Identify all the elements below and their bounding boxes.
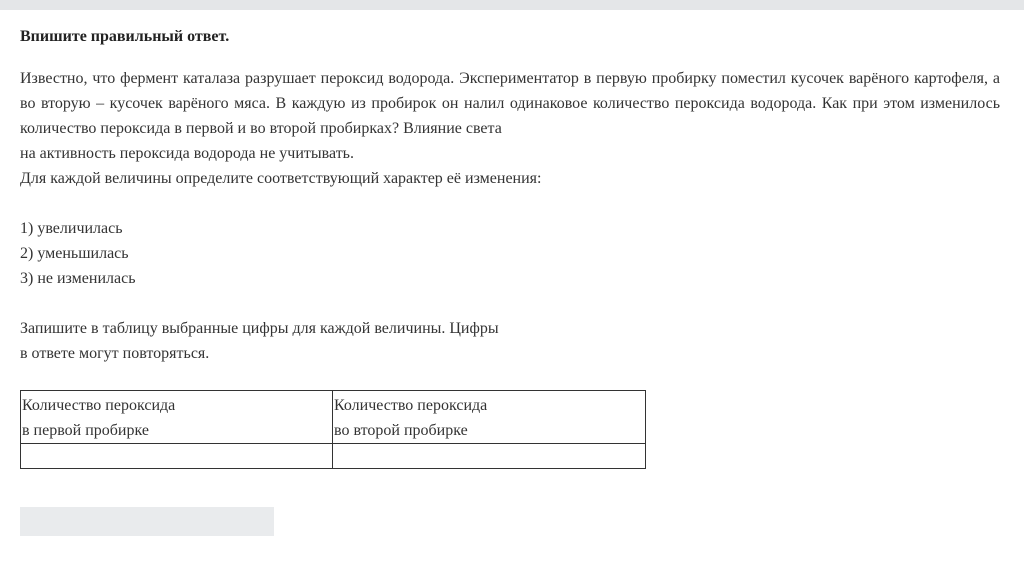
table-answer-row — [21, 444, 646, 469]
table-instruction-line2: в ответе могут повторяться. — [20, 345, 210, 362]
table-header-row — [21, 391, 646, 444]
header-first-line2: в первой пробирке — [22, 422, 149, 439]
answer-cell-first-tube — [21, 444, 333, 469]
spacer — [20, 191, 1000, 216]
option-1: 1) увеличилась — [20, 220, 123, 237]
task-instruction: Впишите правильный ответ. — [20, 28, 230, 45]
option-2: 2) уменьшилась — [20, 245, 129, 262]
option-3: 3) не изменилась — [20, 270, 136, 287]
task-paragraph: Известно, что фермент каталаза разрушает пероксид водорода. Экспериментатор в первую пробирку поместил кусочек варёного картофеля, а во вторую – кусочек варёного мяса. В каждую из пробирок он налил одинаковое количество пероксида водорода. Как при этом изменилось количество пероксида в первой и во второй пробирках? Влияние света — [20, 70, 1000, 137]
answer-cell-second-tube — [333, 444, 646, 469]
header-second-line2: во второй пробирке — [334, 422, 468, 439]
top-bar — [0, 0, 1024, 10]
task-prompt: Для каждой величины определите соответствующий характер её изменения: — [20, 170, 542, 187]
header-first-line1: Количество пероксида — [22, 397, 176, 414]
table-header-second-tube — [333, 391, 646, 444]
header-second-line1: Количество пероксида — [334, 397, 488, 414]
answer-input[interactable] — [20, 507, 274, 536]
task-paragraph-line2: на активность пероксида водорода не учитывать. — [20, 145, 354, 162]
task-content — [20, 24, 1000, 366]
spacer — [20, 291, 1000, 316]
answer-table — [20, 390, 646, 469]
table-header-first-tube — [21, 391, 333, 444]
table-instruction-line1: Запишите в таблицу выбранные цифры для каждой величины. Цифры — [20, 320, 499, 337]
